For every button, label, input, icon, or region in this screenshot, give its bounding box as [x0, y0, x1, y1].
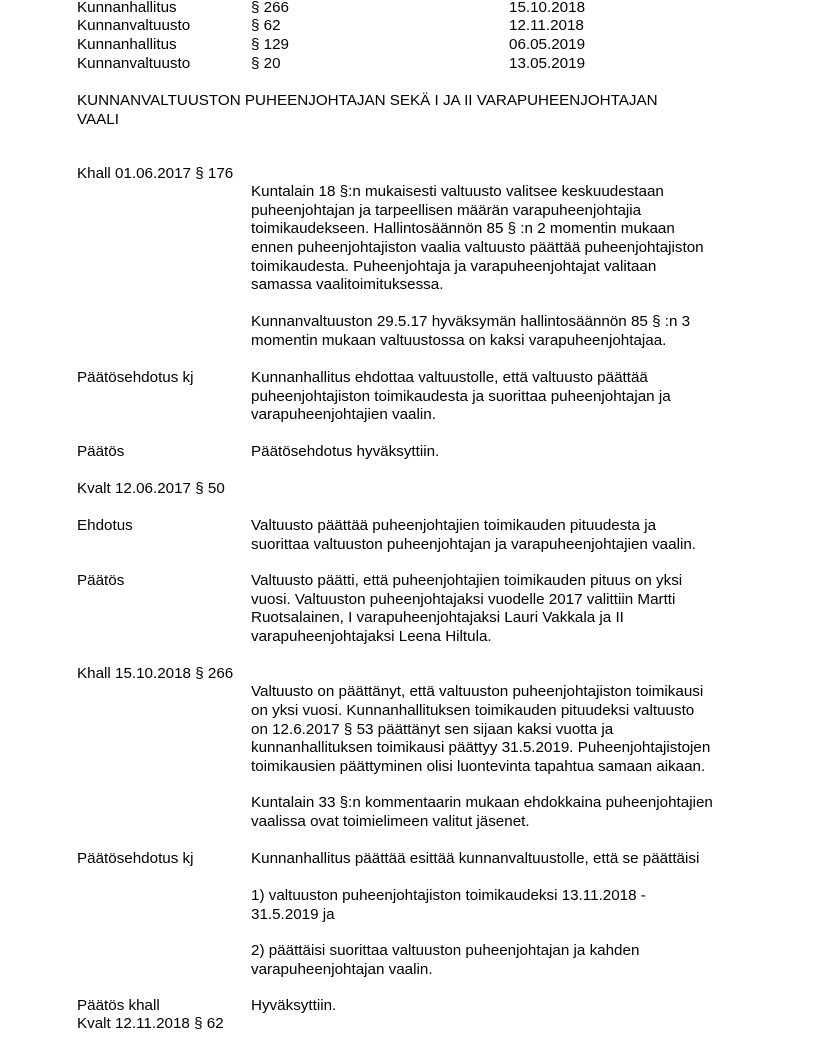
body-line: Valtuusto päättää puheenjohtajien toimikauden pituudesta ja	[251, 517, 657, 534]
body-line: vuosi. Valtuuston puheenjohtajaksi vuodelle 2017 valittiin Martti	[251, 591, 676, 608]
section-label: Päätös khall	[77, 997, 160, 1014]
body-line: toimikaudesta. Puheenjohtaja ja varapuheenjohtajat valitaan	[251, 258, 657, 275]
body-line: momentin mukaan valtuustossa on kaksi varapuheenjohtajaa.	[251, 332, 667, 349]
body-line: Päätösehdotus hyväksyttiin.	[251, 443, 440, 460]
body-line: Valtuusto on päättänyt, että valtuuston puheenjohtajiston toimikausi	[251, 683, 704, 700]
header-date: 06.05.2019	[509, 36, 586, 53]
body-line: Kunnanvaltuuston 29.5.17 hyväksymän hallintosäännön 85 § :n 3	[251, 313, 691, 330]
body-line: varapuheenjohtajaksi Leena Hiltula.	[251, 628, 492, 645]
section-label: Khall 15.10.2018 § 266	[77, 665, 234, 682]
body-line: varapuheenjohtajan vaalin.	[251, 961, 433, 978]
section-label: Päätösehdotus kj	[77, 369, 194, 386]
section-label: Kvalt 12.06.2017 § 50	[77, 480, 225, 497]
header-section: § 62	[251, 17, 281, 34]
title-line: VAALI	[77, 111, 119, 128]
header-date: 12.11.2018	[509, 17, 584, 34]
body-line: Kunnanhallitus ehdottaa valtuustolle, että valtuusto päättää	[251, 369, 648, 386]
header-date: 13.05.2019	[509, 55, 586, 72]
body-line: toimikausien päättyminen olisi luontevinta tapahtua samaan aikaan.	[251, 758, 706, 775]
header-date: 15.10.2018	[509, 0, 586, 16]
section-label: Päätösehdotus kj	[77, 850, 194, 867]
header-section: § 266	[251, 0, 290, 16]
body-line: suorittaa valtuuston puheenjohtajan ja varapuheenjohtajien vaalin.	[251, 536, 696, 553]
header-section: § 129	[251, 36, 290, 53]
title-line: KUNNANVALTUUSTON PUHEENJOHTAJAN SEKÄ I JA II VARAPUHEENJOHTAJAN	[77, 92, 658, 109]
section-label: Ehdotus	[77, 517, 133, 534]
header-section: § 20	[251, 55, 281, 72]
body-line: Kuntalain 33 §:n kommentaarin mukaan ehdokkaina puheenjohtajien	[251, 794, 713, 811]
body-line: ennen puheenjohtajiston vaalia valtuusto päättää puheenjohtajiston	[251, 239, 704, 256]
body-line: Kunnanhallitus päättää esittää kunnanvaltuustolle, että se päättäisi	[251, 850, 700, 867]
header-body: Kunnanhallitus	[77, 36, 177, 53]
body-line: puheenjohtajiston toimikaudesta ja suorittaa puheenjohtajan ja	[251, 388, 671, 405]
body-line: samassa vaalitoimituksessa.	[251, 276, 444, 293]
body-line: on yksi vuosi. Kunnanhallituksen toimikauden pituudeksi valtuusto	[251, 702, 695, 719]
body-line: Valtuusto päätti, että puheenjohtajien toimikauden pituus on yksi	[251, 572, 683, 589]
body-line: 31.5.2019 ja	[251, 906, 335, 923]
section-label: Päätös	[77, 572, 125, 589]
body-line: Ruotsalainen, I varapuheenjohtajaksi Lauri Vakkala ja II	[251, 609, 624, 626]
body-line: puheenjohtajan ja tarpeellisen määrän varapuheenjohtajia	[251, 202, 642, 219]
section-label: Khall 01.06.2017 § 176	[77, 165, 234, 182]
body-line: 2) päättäisi suorittaa valtuuston puheenjohtajan ja kahden	[251, 942, 640, 959]
body-line: on 12.6.2017 § 53 päättänyt sen sijaan kaksi vuotta ja	[251, 721, 614, 738]
body-line: Kuntalain 18 §:n mukaisesti valtuusto valitsee keskuudestaan	[251, 183, 664, 200]
body-line: kunnanhallituksen toimikausi päättyy 31.5.2019. Puheenjohtajistojen	[251, 739, 711, 756]
header-body: Kunnanvaltuusto	[77, 55, 191, 72]
header-body: Kunnanhallitus	[77, 0, 177, 16]
body-line: toimikaudekseen. Hallintosäännön 85 § :n 2 momentin mukaan	[251, 220, 675, 237]
section-label: Kvalt 12.11.2018 § 62	[77, 1015, 224, 1032]
body-line: varapuheenjohtajien vaalin.	[251, 406, 436, 423]
section-label: Päätös	[77, 443, 125, 460]
body-line: vaalissa ovat toimielimeen valitut jäsenet.	[251, 813, 530, 830]
body-line: 1) valtuuston puheenjohtajiston toimikaudeksi 13.11.2018 -	[251, 887, 646, 904]
header-body: Kunnanvaltuusto	[77, 17, 191, 34]
body-line: Hyväksyttiin.	[251, 997, 337, 1014]
